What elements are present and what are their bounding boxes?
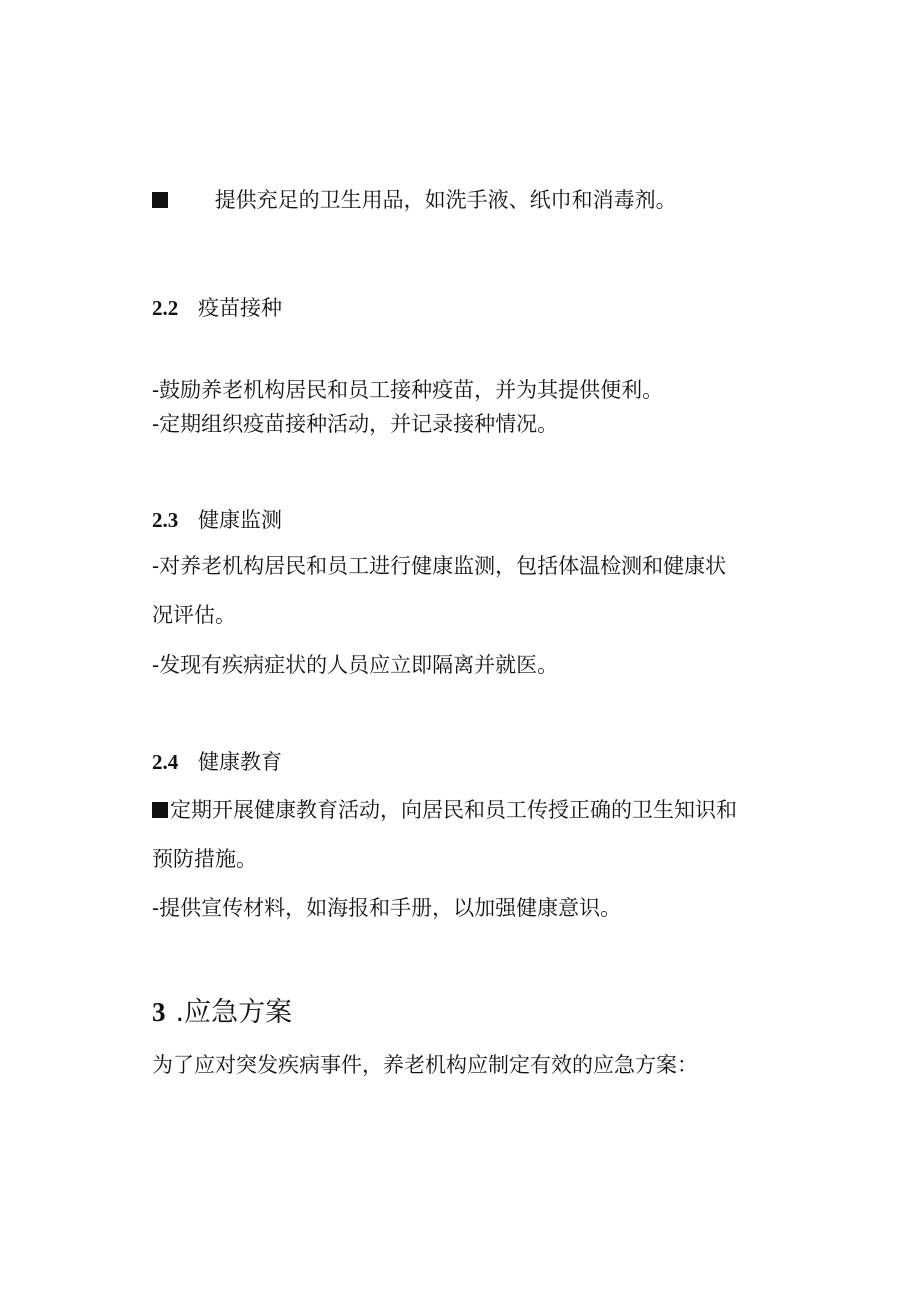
bullet-square-icon <box>152 192 168 208</box>
list-item-continuation: 预防措施。 <box>152 847 257 871</box>
list-item: -鼓励养老机构居民和员工接种疫苗，并为其提供便利。 <box>152 378 664 402</box>
section-title: 健康监测 <box>198 508 282 532</box>
bullet-square-icon <box>152 802 168 818</box>
chapter-number: 3 <box>152 997 166 1027</box>
section-heading-monitoring <box>152 505 282 535</box>
section-heading-education <box>152 747 282 777</box>
chapter-title: .应急方案 <box>175 997 293 1028</box>
list-item: -发现有疾病症状的人员应立即隔离并就医。 <box>152 653 559 677</box>
section-number: 2.3 <box>152 508 179 532</box>
section-title: 健康教育 <box>198 750 282 774</box>
list-item: -提供宣传材料，如海报和手册，以加强健康意识。 <box>152 896 622 920</box>
list-item: -对养老机构居民和员工进行健康监测，包括体温检测和健康状 <box>152 554 727 578</box>
hygiene-bullet-text: 提供充足的卫生用品，如洗手液、纸巾和消毒剂。 <box>214 188 677 212</box>
section-title: 疫苗接种 <box>198 296 282 320</box>
list-item-continuation: 况评估。 <box>152 603 236 627</box>
paragraph: 为了应对突发疾病事件，养老机构应制定有效的应急方案： <box>152 1053 698 1077</box>
section-number: 2.4 <box>152 750 179 774</box>
section-number: 2.2 <box>152 296 179 320</box>
list-item <box>152 795 737 825</box>
list-item-text: 定期开展健康教育活动，向居民和员工传授正确的卫生知识和 <box>170 798 737 822</box>
hygiene-bullet-item <box>152 185 677 215</box>
list-item: -定期组织疫苗接种活动，并记录接种情况。 <box>152 412 559 436</box>
section-heading-vaccination <box>152 293 282 323</box>
chapter-heading-emergency <box>152 994 292 1031</box>
